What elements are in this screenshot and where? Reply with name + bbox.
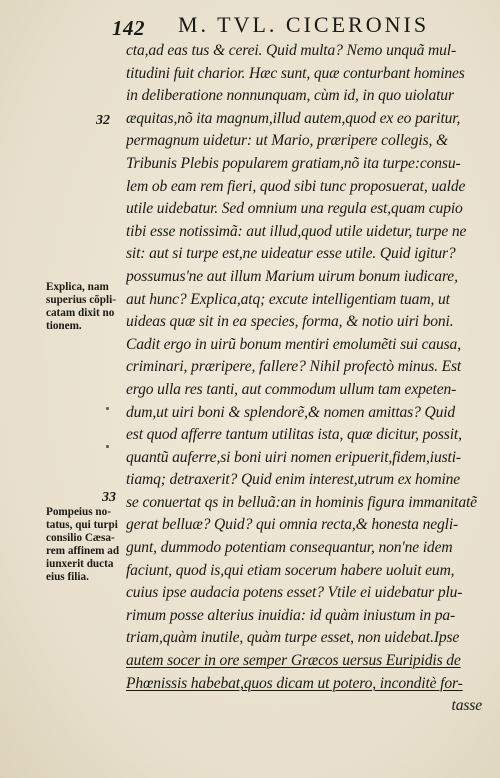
section-number-32: 32 (96, 113, 110, 128)
margin-note-line: catam dixit no (46, 307, 115, 320)
text-line: criminari, præripere, fallere? Nihil profectò minus. Est (126, 358, 462, 376)
text-line: permagnum uidetur: ut Mario, præripere collegis, & (126, 132, 448, 150)
margin-note-line: superius cõpli- (46, 294, 116, 307)
margin-note-line: tionem. (46, 320, 82, 333)
margin-note-line: tatus, qui turpi (46, 519, 118, 532)
margin-dot (106, 445, 109, 448)
text-line: Cadit ergo in uirũ bonum mentiri emolumẽti sui causa, (126, 335, 461, 353)
margin-note-line: consilio Cæsa- (46, 532, 115, 545)
text-line: possumus'ne aut illum Marium uirum bonum iudicare, (126, 267, 458, 285)
underlined-text-line: Phœnissis habebat,quos dicam ut potero, inconditè for- (126, 674, 463, 692)
text-line: ergo ulla res tanti, aut commodum ullum tam expeten- (126, 380, 457, 398)
text-line: aut hunc? Explica,atq; excute intelligentiam tuam, ut (126, 290, 450, 308)
text-line: lem ob eam rem fieri, quod sibi tunc proposuerat, ualde (126, 177, 466, 195)
text-line: titudini fuit charior. Hæc sunt, quæ conturbant homines (126, 64, 465, 82)
text-line: dum,ut uiri boni & splendorẽ,& nomen amittas? Quid (126, 403, 456, 421)
margin-note-line: Explica, nam (46, 281, 109, 293)
underlined-text-line: autem socer in ore semper Græcos uersus Euripidis de (126, 652, 461, 670)
text-line: sit: aut si turpe est,ne uideatur esse utile. Quid igitur? (126, 245, 456, 263)
text-line: cuius ipse audacia potens esset? Vtile ei uidebatur plu- (126, 584, 463, 602)
page-number: 142 (112, 16, 145, 40)
text-line: tibi esse notissimã: aut illud,quod utile uidetur, turpe ne (126, 222, 467, 240)
text-line: Tribunis Plebis popularem gratiam,nõ ita turpe:consu- (126, 154, 461, 172)
margin-note-explica (46, 281, 132, 333)
text-line: æquitas,nõ ita magnum,illud autem,quod ex eo paritur, (126, 109, 461, 127)
margin-note-line: Pompeius no- (46, 506, 111, 518)
page-header (0, 6, 500, 40)
text-line: gunt, dummodo potentiam consequantur, non'ne idem (126, 539, 453, 557)
margin-note-line: iunxerit ducta (46, 558, 114, 571)
catchword: tasse (451, 697, 482, 715)
text-line: faciunt, quod is,qui etiam socerum habere uoluit eum, (126, 561, 455, 579)
text-line: cta,ad eas tus & cerei. Quid multa? Nemo unquã mul- (126, 42, 457, 59)
section-number-33: 33 (102, 490, 116, 505)
text-line: est quod afferre tantum utilitas ista, quæ dicitur, possit, (126, 426, 462, 444)
margin-dot (106, 407, 109, 410)
text-line: in deliberatione nonnunquam, cùm id, in quo uiolatur (126, 87, 454, 105)
text-line: utile uidebatur. Sed omnium una regula est,quam cupio (126, 200, 463, 218)
margin-note-pompeius (46, 506, 132, 585)
text-line: quantũ auferre,si boni uiri nomen eripuerit,fidem,iusti- (126, 448, 461, 466)
text-line: uideas quæ sit in ea species, forma, & notio uiri boni. (126, 313, 454, 331)
text-line: rimum posse alterius inuidia: id quàm iniustum in pa- (126, 606, 456, 624)
margin-note-line: rem affinem ad (46, 545, 120, 558)
body-text (126, 40, 488, 718)
margin-note-line: eius filia. (46, 571, 89, 584)
text-line: gerat belluæ? Quid? qui omnia recta,& honesta negli- (126, 516, 459, 534)
text-line: triam,quàm inutile, quàm turpe esset, non uidebat.Ipse (126, 629, 460, 647)
running-head: M. TVL. CICERONIS (178, 12, 430, 37)
text-line: se conuertat qs in belluã:an in hominis figura immanitatẽ (126, 493, 477, 511)
text-line: tiamq; detraxerit? Quid enim interest,utrum ex homine (126, 471, 461, 489)
